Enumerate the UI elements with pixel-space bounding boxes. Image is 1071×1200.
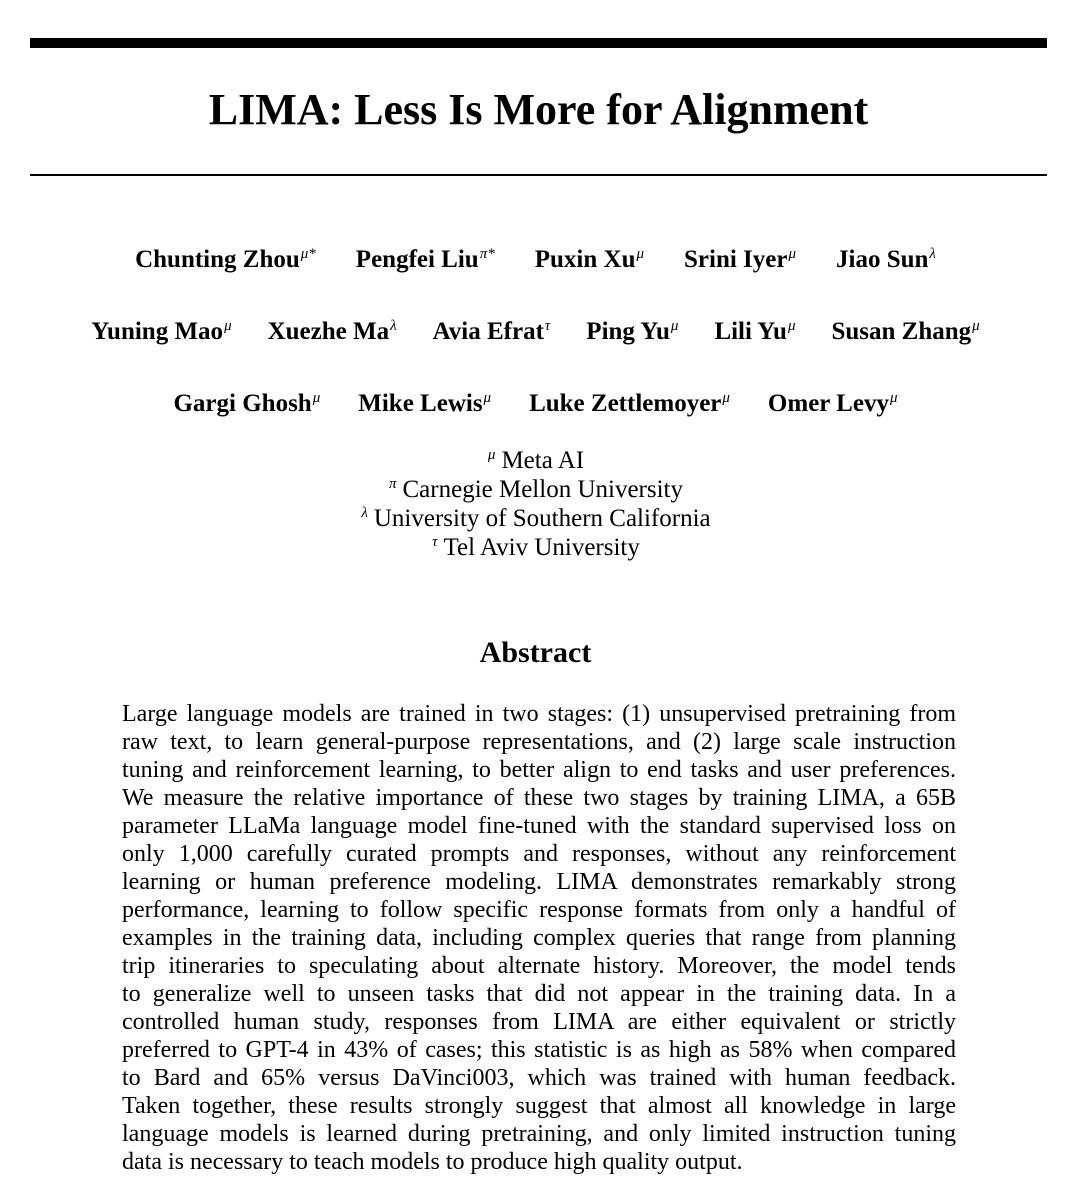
author-affiliation-mark: μ* [300, 246, 316, 262]
author [529, 388, 730, 420]
author [268, 316, 397, 348]
author-name: Yuning Mao [91, 318, 224, 345]
affiliations [0, 446, 1071, 562]
abstract-line: We measure the relative importance of these two stages by training LIMA, a 65B [122, 785, 956, 811]
abstract-line: to Bard and 65% versus DaVinci003, which was trained with human feedback. [122, 1065, 956, 1091]
author-name: Susan Zhang [831, 318, 972, 345]
author-affiliation-mark: τ [544, 318, 551, 334]
abstract-line: Taken together, these results strongly suggest that almost all knowledge in large [122, 1093, 956, 1119]
author [535, 244, 644, 276]
affiliation-name: University of Southern California [373, 505, 711, 532]
author-name: Avia Efrat [432, 318, 544, 345]
top-rule [30, 38, 1047, 48]
author-affiliation-mark: λ [929, 246, 936, 262]
author-affiliation-mark: μ [224, 318, 232, 334]
abstract-line: data is necessary to teach models to produce high quality output. [122, 1149, 743, 1175]
author-affiliation-mark: μ [312, 390, 321, 406]
author [586, 316, 678, 348]
author [358, 388, 491, 420]
abstract-line: Large language models are trained in two stages: (1) unsupervised pretraining from [122, 701, 956, 727]
author-name: Mike Lewis [358, 390, 483, 417]
affiliation [0, 504, 1071, 533]
abstract-line: language models is learned during pretraining, and only limited instruction tuning [122, 1121, 956, 1147]
author-affiliation-mark: μ [889, 390, 898, 406]
author-name: Ping Yu [586, 318, 670, 345]
abstract-line: controlled human study, responses from LIMA are either equivalent or strictly [122, 1009, 956, 1035]
abstract-line: performance, learning to follow specific response formats from only a handful of [122, 897, 956, 923]
abstract-line: examples in the training data, including complex queries that range from planning [122, 925, 956, 951]
author-name: Lili Yu [714, 318, 787, 345]
affiliation [0, 533, 1071, 562]
author-name: Chunting Zhou [135, 246, 300, 273]
author [433, 316, 551, 348]
author-name: Srini Iyer [684, 246, 788, 273]
author-row [0, 316, 1071, 348]
author-name: Luke Zettlemoyer [529, 390, 722, 417]
author [356, 244, 495, 276]
author-name: Xuezhe Ma [267, 318, 390, 345]
abstract-line: preferred to GPT-4 in 43% of cases; this statistic is as high as 58% when compared [122, 1037, 956, 1063]
author-affiliation-mark: π* [479, 246, 495, 262]
author-name: Omer Levy [767, 390, 889, 417]
author-affiliation-mark: μ [722, 390, 730, 406]
abstract-body [122, 700, 956, 1176]
author-affiliation-mark: μ [670, 318, 679, 334]
author-name: Jiao Sun [836, 246, 929, 273]
paper-title: LIMA: Less Is More for Alignment [208, 85, 869, 134]
abstract-line: learning or human preference modeling. LIMA demonstrates remarkably strong [122, 869, 956, 895]
affiliation-mark: τ [432, 534, 438, 550]
author-affiliation-mark: μ [636, 246, 644, 262]
affiliation-mark: λ [361, 505, 368, 521]
affiliation-name: Meta AI [501, 447, 585, 474]
author [831, 316, 979, 348]
affiliation-name: Carnegie Mellon University [402, 476, 683, 503]
author [91, 316, 231, 348]
author-row [0, 388, 1071, 420]
author-affiliation-mark: μ [787, 318, 796, 334]
abstract-line: only 1,000 carefully curated prompts and responses, without any reinforcement [122, 841, 956, 867]
author-affiliation-mark: λ [390, 318, 397, 334]
author-affiliation-mark: μ [788, 246, 796, 262]
abstract-line: raw text, to learn general-purpose representations, and (2) large scale instruction [122, 729, 956, 755]
author-name: Gargi Ghosh [173, 390, 312, 417]
author [836, 244, 936, 276]
abstract-line: to generalize well to unseen tasks that did not appear in the training data. In a [122, 981, 956, 1007]
abstract-heading: Abstract [479, 636, 592, 669]
author-affiliation-mark: μ [972, 318, 980, 334]
author [684, 244, 796, 276]
affiliation [0, 446, 1071, 475]
author-affiliation-mark: μ [483, 390, 492, 406]
affiliation [0, 475, 1071, 504]
author-name: Pengfei Liu [355, 246, 479, 273]
author-name: Puxin Xu [534, 246, 636, 273]
abstract-line: parameter LLaMa language model fine-tuned with the standard supervised loss on [122, 813, 956, 839]
author-row [0, 244, 1071, 276]
affiliation-name: Tel Aviv University [443, 534, 640, 561]
abstract-line: tuning and reinforcement learning, to better align to end tasks and user preferences. [122, 757, 956, 783]
author [714, 316, 795, 348]
affiliation-mark: μ [487, 447, 496, 463]
author [173, 388, 320, 420]
author [135, 244, 316, 276]
abstract-line: trip itineraries to speculating about alternate history. Moreover, the model tends [122, 953, 956, 979]
author [768, 388, 898, 420]
title-rule [30, 174, 1047, 176]
affiliation-mark: π [388, 476, 397, 492]
